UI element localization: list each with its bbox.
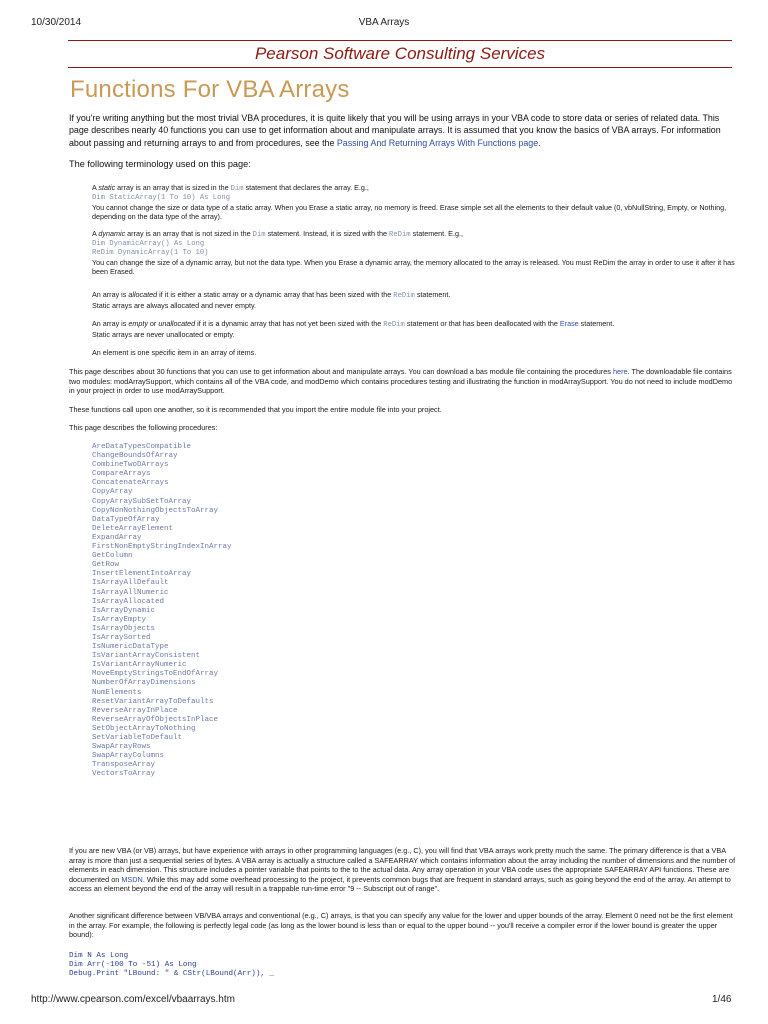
procedure-list (92, 443, 232, 779)
print-title: VBA Arrays (358, 17, 410, 28)
procedure-link[interactable]: CopyArray (92, 488, 133, 497)
def-text: array is an array that is not sized in the (125, 229, 253, 238)
code-line: Dim N As Long (69, 952, 129, 960)
download-paragraph (69, 367, 737, 396)
site-banner (68, 40, 732, 68)
procedure-link[interactable]: DeleteArrayElement (92, 524, 174, 533)
procedure-link[interactable]: VectorsToArray (92, 770, 156, 779)
procedure-link[interactable]: ResetVariantArrayToDefaults (92, 697, 214, 706)
def-term: static (98, 183, 116, 192)
definition-dynamic (92, 229, 736, 277)
procedure-link[interactable]: CompareArrays (92, 470, 151, 479)
def-text: array is an array that is sized in the (115, 183, 231, 192)
def-keyword: ReDim (383, 321, 405, 329)
procedure-link[interactable]: GetColumn (92, 552, 133, 561)
intro-text-end: . (538, 137, 541, 148)
procedure-link[interactable]: IsArrayAllDefault (92, 579, 169, 588)
def-description: Static arrays are never unallocated or empty. (92, 330, 235, 340)
procedure-link[interactable]: ChangeBoundsOfArray (92, 452, 178, 461)
import-paragraph: These functions call upon one another, so it is recommended that you import the entire module file into your project. (69, 405, 442, 414)
definition-allocated (92, 290, 736, 310)
procedure-link[interactable]: InsertElementIntoArray (92, 570, 192, 579)
procedure-link[interactable]: CopyArraySubSetToArray (92, 497, 192, 506)
procedure-link[interactable]: ExpandArray (92, 533, 142, 542)
procedure-link[interactable]: CopyNonNothingObjectsToArray (92, 506, 219, 515)
def-text: if it is either a static array or a dynamic array that has been sized with the (157, 290, 394, 299)
page-title: Functions For VBA Arrays (70, 76, 350, 103)
procedure-link[interactable]: AreDataTypesCompatible (92, 443, 192, 451)
def-text: or (147, 319, 159, 328)
code-example (69, 952, 274, 979)
def-text: statement that declares the array. E.g., (243, 183, 369, 192)
procedures-paragraph: This page describes the following procedures: (69, 423, 218, 432)
procedure-link[interactable]: IsArrayDynamic (92, 606, 156, 615)
def-keyword: ReDim (389, 231, 411, 239)
procedure-link[interactable]: IsVariantArrayConsistent (92, 652, 201, 661)
intro-text: If you're writing anything but the most trivial VBA procedures, it is quite likely that you will be using arrays in your VBA code to store data or series of related data. This page describes nearly 40 functions you can use to get information about and manipulate arrays. It is assumed that you know the basics of VBA arrays. For information about passing and returning arrays to and from procedures, see the (69, 113, 721, 148)
bounds-paragraph: Another significant difference between VB/VBA arrays and conventional (e.g., C) arrays, is that you can specify any value for the lower and upper bounds of the array. Element 0 need not be the first element in the array. For example, the following is perfectly legal code (as long as the lower bound is less than or equal to the upper bound -- you'll receive a compiler error if the lower bound is greater the upper bound): (69, 911, 733, 940)
procedure-link[interactable]: GetRow (92, 561, 120, 570)
passing-arrays-link[interactable]: Passing And Returning Arrays With Functions page (336, 137, 539, 148)
page-number: 1/46 (712, 994, 732, 1005)
procedure-link[interactable]: IsArrayAllNumeric (92, 588, 169, 597)
def-term: empty (128, 319, 148, 328)
procedure-link[interactable]: ReverseArrayInPlace (92, 706, 178, 715)
definition-static (92, 183, 736, 222)
terminology-heading: The following terminology used on this page: (69, 159, 251, 169)
msdn-link[interactable]: MSDN (121, 874, 143, 884)
def-keyword: Dim (230, 185, 244, 193)
procedure-link[interactable]: SwapArrayColumns (92, 752, 165, 761)
def-term: allocated (128, 290, 158, 299)
procedure-link[interactable]: SwapArrayRows (92, 743, 151, 752)
code-line: Debug.Print "LBound: " & CStr(LBound(Arr)), _ (69, 970, 275, 978)
def-code: Dim StaticArray(1 To 10) As Long (92, 194, 231, 203)
code-line: Dim Arr(-100 To -51) As Long (69, 961, 197, 969)
procedure-link[interactable]: IsArraySorted (92, 633, 151, 642)
intro-paragraph (69, 112, 737, 149)
procedure-link[interactable]: NumElements (92, 688, 142, 697)
def-text: statement. E.g., (410, 229, 463, 238)
def-description: You can change the size of a dynamic array, but not the data type. When you Erase a dynamic array, the memory allocated to the array is released. You must ReDim the array in order to use it after it has been Erased. (92, 258, 735, 277)
def-text: statement or that has been deallocated with the (404, 319, 560, 328)
procedure-link[interactable]: MoveEmptyStringsToEndOfArray (92, 670, 219, 679)
definition-empty (92, 319, 736, 339)
procedure-link[interactable]: IsVariantArrayNumeric (92, 661, 187, 670)
download-here-link[interactable]: here (612, 367, 628, 376)
procedure-link[interactable]: CombineTwoDArrays (92, 461, 169, 470)
para-text: If you are new VBA (or VB) arrays, but have experience with arrays in other programming languages (e.g., C), you will find that VBA arrays work pretty much the same. The primary difference is that a VBA array is more than just a sequential series of bytes. A VBA array is actually a structure called a SAFEARRAY which contains information about the array including the number of dimensions and the number of elements in each dimension. This structure includes a pointer variable that points to the to the actual data. Any array operation in your VBA code uses the appropriate SAFEARRAY API functions. These are documented on (69, 846, 736, 884)
def-text: An array is (92, 319, 129, 328)
def-term: unallocated (158, 319, 196, 328)
banner-text: Pearson Software Consulting Services (254, 44, 546, 63)
def-keyword: ReDim (393, 292, 415, 300)
procedure-link[interactable]: IsArrayAllocated (92, 597, 165, 606)
procedure-link[interactable]: FirstNonEmptyStringIndexInArray (92, 543, 232, 552)
def-text: A (92, 183, 99, 192)
def-text: statement. (414, 290, 451, 299)
def-term: dynamic (98, 229, 126, 238)
procedure-link[interactable]: ConcatenateArrays (92, 479, 169, 488)
def-text: A (92, 229, 99, 238)
procedure-link[interactable]: NumberOfArrayDimensions (92, 679, 196, 688)
procedure-link[interactable]: IsArrayObjects (92, 624, 156, 633)
procedure-link[interactable]: TransposeArray (92, 761, 156, 770)
def-text: statement. Instead, it is sized with the (265, 229, 390, 238)
procedure-link[interactable]: SetObjectArrayToNothing (92, 724, 196, 733)
page-url: http://www.cpearson.com/excel/vbaarrays.htm (31, 994, 235, 1005)
procedure-link[interactable]: IsNumericDataType (92, 643, 169, 652)
def-text: if it is a dynamic array that has not yet been sized with the (195, 319, 384, 328)
procedure-link[interactable]: SetVariableToDefault (92, 734, 183, 742)
new-user-paragraph (69, 846, 737, 894)
def-text: statement. (578, 319, 615, 328)
def-description: Static arrays are always allocated and never empty. (92, 301, 257, 311)
procedure-link[interactable]: DataTypeOfArray (92, 515, 160, 524)
definition-element: An element is one specific item in an array of items. (92, 348, 257, 357)
def-description: You cannot change the size or data type of a static array. When you Erase a static array, no memory is freed. Erase simple set all the elements to their default value (0, vbNullString, Empty, or Nothing, depending on the data type of the array). (92, 203, 727, 222)
def-code: ReDim DynamicArray(1 To 10) (92, 249, 209, 258)
def-text: An array is (92, 290, 129, 299)
para-text: . The downloadable file contains two modules: modArraySupport, which contains all of the VBA code, and modDemo which contains procedures testing and illustrating the function in modArraySupport. You do not need to include modDemo in your project in order to use modArraySupport. (69, 367, 733, 396)
def-keyword: Dim (252, 231, 266, 239)
def-code: Dim DynamicArray() As Long (92, 240, 205, 249)
procedure-link[interactable]: ReverseArrayOfObjectsInPlace (92, 715, 219, 724)
def-keyword: Erase (559, 319, 579, 328)
print-date: 10/30/2014 (31, 17, 82, 28)
para-text: . While this may add some overhead processing to the project, it prevents common bugs that are frequent in standard arrays, such as going beyond the end of the array. An attempt to access an element beyond the end of the array will result in a trappable run-time error "9 -- Subscript out of range". (69, 874, 731, 894)
procedure-link[interactable]: IsArrayEmpty (92, 615, 147, 624)
para-text: This page describes about 30 functions that you can use to get information about and manipulate arrays. You can download a bas module file containing the procedures (69, 367, 613, 376)
